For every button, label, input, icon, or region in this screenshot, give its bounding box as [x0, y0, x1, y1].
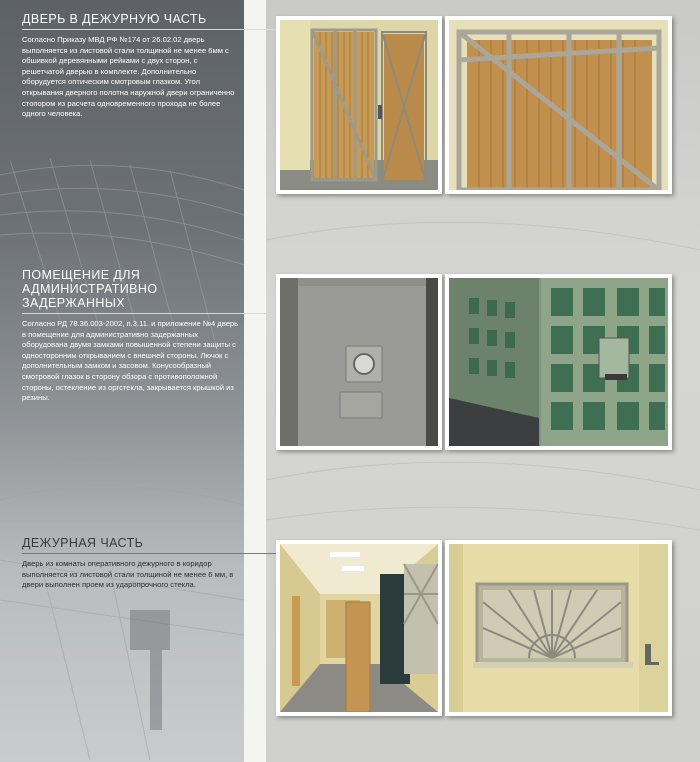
section-duty-unit [22, 536, 272, 591]
heading-rule [22, 29, 276, 30]
photo-detention-room-door [276, 274, 442, 450]
section-heading: ПОМЕЩЕНИЕ ДЛЯ АДМИНИСТРАТИВНО ЗАДЕРЖАННЫХ [22, 268, 158, 310]
photo-wooden-door-with-grille-open [276, 16, 442, 194]
section-heading: ДВЕРЬ В ДЕЖУРНУЮ ЧАСТЬ [22, 12, 207, 26]
section-text: Согласно Приказу МВД РФ №174 от 26.02.02 дверь выполняется из листовой стали толщиной не менее 6мм с обшивкой деревянными рейками с двух сторон, с решетчатой дверью в комплекте. Дополнительно оборудуется оптическим смотровым глазком. Угол открывания дверного полотна наружной двери ограниченно стопором из расчета одновременного прохода не более одного человека. [22, 35, 235, 119]
section-detention-room [22, 268, 272, 404]
photo-duty-window-sunburst-grille [445, 540, 672, 716]
heading-rule [22, 313, 276, 314]
section-text: Согласно РД 78.36.003-2002, п.3.11. и приложение №4 дверь в помещение для административно задержанных оборудована двумя замками повышенной степени защиты с односторонним открыванием с внешней стороны. Лючок с дополнительным замком и засовом. Конусообразный смотровой глазок в сторону обзора с противоположной стороны, остекление из оргстекла, закрывается крышкой из резины. [22, 319, 239, 403]
heading-rule [22, 553, 276, 554]
section-heading: ДЕЖУРНАЯ ЧАСТЬ [22, 536, 144, 550]
photo-green-cell-grilles [445, 274, 672, 450]
section-duty-door [22, 12, 272, 120]
photo-duty-corridor [276, 540, 442, 716]
section-text: Дверь из комнаты оперативного дежурного в коридор выполняется из листовой стали толщиной не менее 6 мм, в двери выполнен проем из ударопрочного стекла. [22, 559, 234, 590]
photo-grille-door-closeup [445, 16, 672, 194]
